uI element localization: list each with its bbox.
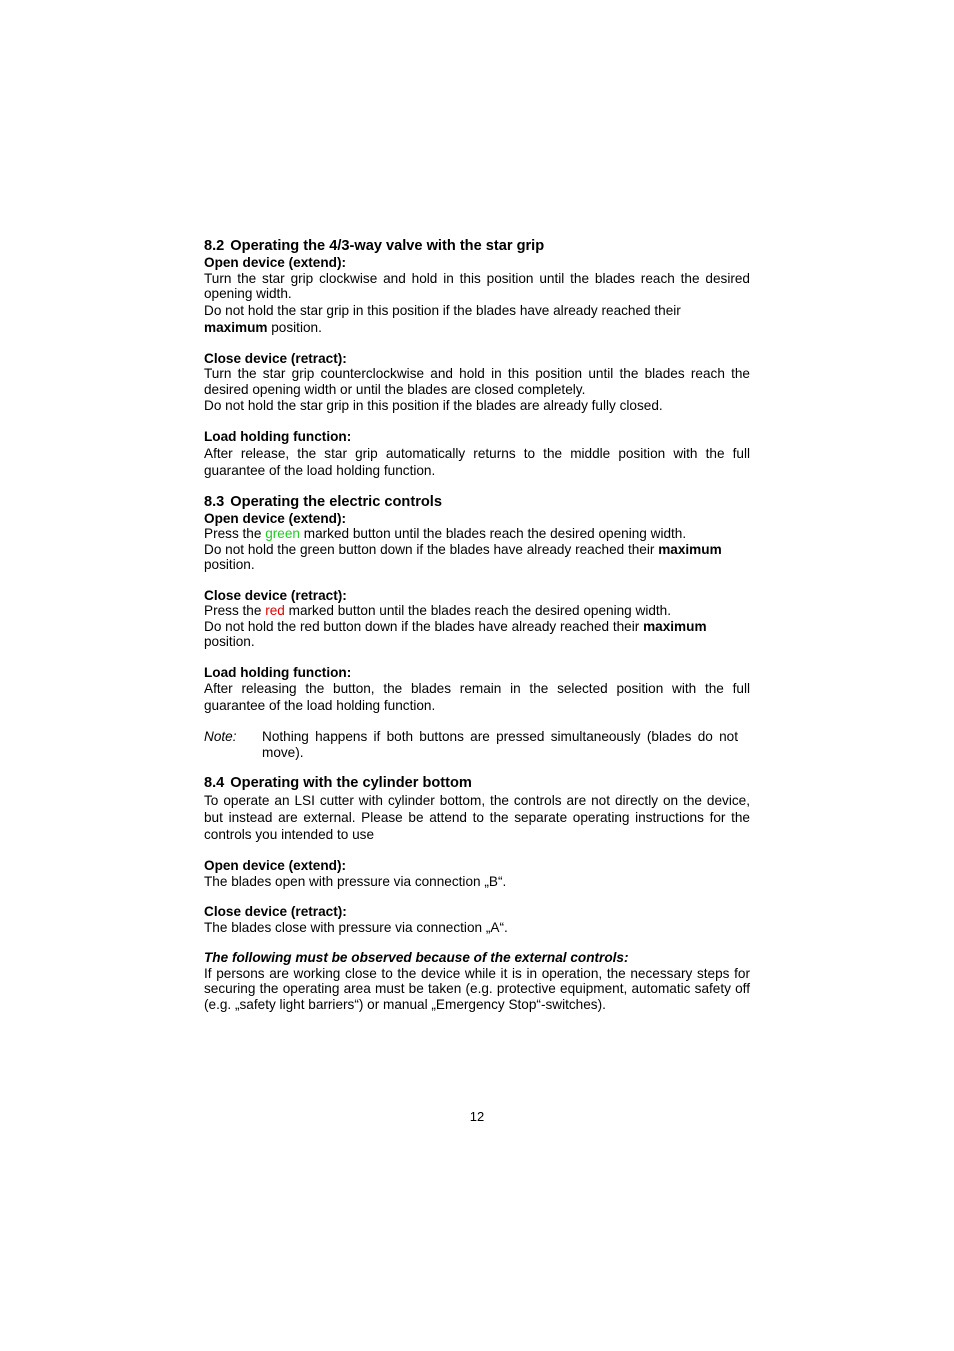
s83-open-heading: Open device (extend): (204, 510, 347, 526)
s83-open-para2: Do not hold the green button down if the blades have already reached their maximum position. (204, 541, 722, 572)
s82-open-heading: Open device (extend): (204, 255, 347, 270)
s84-observe-heading: The following must be observed because of the external controls: (204, 950, 629, 965)
s82-open-para2: Do not hold the star grip in this position if the blades have already reached their maximum position. (204, 302, 681, 335)
section-8-2-heading: 8.2 Operating the 4/3-way valve with the star grip (204, 238, 545, 254)
s84-intro: To operate an LSI cutter with cylinder bottom, the controls are not directly on the device, but instead are external. Please be attend to the separate operating instructions for the controls you intended to use (204, 793, 750, 842)
s84-open-para: The blades open with pressure via connection „B“. (204, 873, 507, 889)
s83-load-heading: Load holding function: (204, 664, 352, 680)
note-text: Nothing happens if both buttons are pressed simultaneously (blades do not move). (262, 729, 738, 760)
s84-close-para: The blades close with pressure via connection „A“. (204, 919, 508, 935)
s82-open-para1: Turn the star grip clockwise and hold in this position until the blades reach the desired opening width. (204, 270, 750, 301)
s83-close-para1: Press the red marked button until the blades reach the desired opening width. (204, 603, 672, 618)
s84-close-heading: Close device (retract): (204, 904, 347, 919)
red-word: red (265, 603, 285, 618)
s82-close-heading: Close device (retract): (204, 350, 347, 366)
s83-close-para2: Do not hold the red button down if the blades have already reached their maximum position. (204, 618, 707, 649)
s84-observe-para: If persons are working close to the device while it is in operation, the necessary steps for securing the operating area must be taken (e.g. protective equipment, automatic safety off (e.g. „safety light barriers“) or manual „Emergency Stop“-switches). (204, 965, 750, 1012)
s82-load-heading: Load holding function: (204, 429, 352, 444)
note-block (204, 729, 750, 760)
s82-load-para: After release, the star grip automatically returns to the middle position with the full guarantee of the load holding function. (204, 445, 750, 478)
s83-open-para1: Press the green marked button until the blades reach the desired opening width. (204, 526, 687, 541)
section-8-3-heading: 8.3 Operating the electric controls (204, 493, 442, 510)
s84-open-heading: Open device (extend): (204, 858, 347, 873)
s83-load-para: After releasing the button, the blades remain in the selected position with the full guarantee of the load holding function. (204, 681, 750, 713)
s82-close-para1: Turn the star grip counterclockwise and hold in this position until the blades reach the desired opening width or until the blades are closed completely. (204, 366, 750, 397)
page-number: 12 (469, 1109, 485, 1124)
note-label: Note: (204, 729, 237, 744)
s83-close-heading: Close device (retract): (204, 587, 347, 603)
page-content (204, 238, 750, 1012)
section-8-4-heading: 8.4 Operating with the cylinder bottom (204, 775, 472, 791)
s82-close-para2: Do not hold the star grip in this position if the blades are already fully closed. (204, 398, 663, 413)
green-word: green (265, 526, 300, 541)
